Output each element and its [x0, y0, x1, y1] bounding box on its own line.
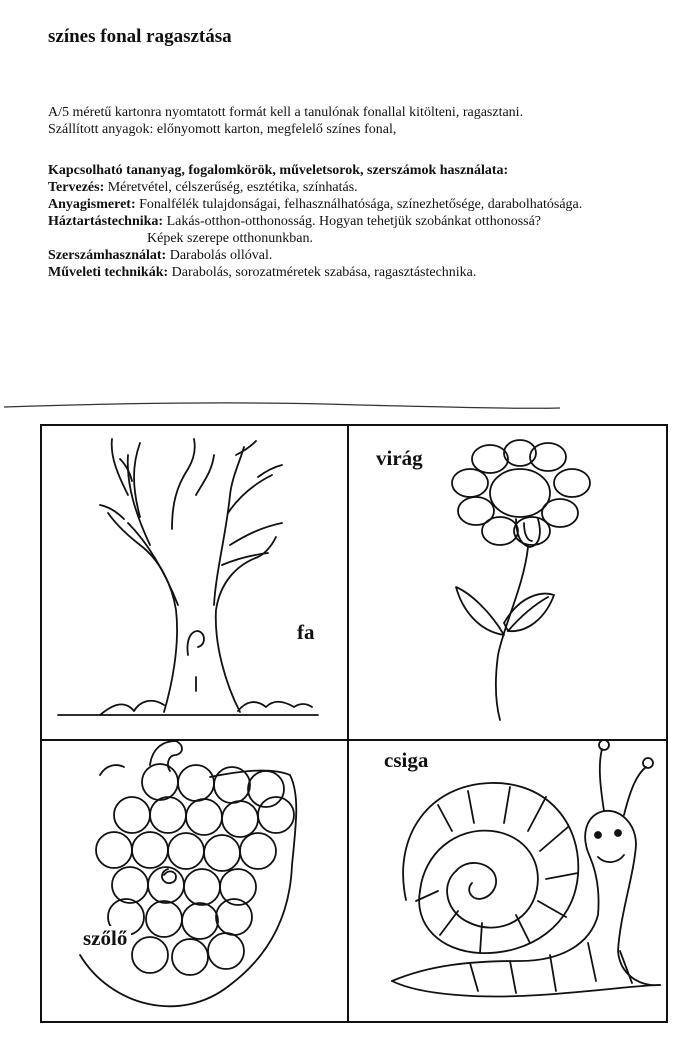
grapes-label: szőlő — [79, 926, 131, 951]
info-row-materials: Anyagismeret: Fonalfélék tulajdonságai, felhasználhatósága, színezhetősége, darabolhatósága. — [48, 197, 583, 212]
intro-text — [48, 104, 668, 138]
info-row-household-continued: Képek szerepe otthonunkban. — [147, 231, 313, 246]
tree-drawing — [58, 439, 318, 715]
flower-drawing — [452, 440, 590, 720]
grapes-drawing — [80, 741, 296, 1006]
curriculum-info — [48, 162, 678, 281]
info-heading: Kapcsolható tananyag, fogalomkörök, műveletsorok, szerszámok használata: — [48, 163, 509, 178]
intro-line-task: A/5 méretű kartonra nyomtatott formát kell a tanulónak fonallal kitölteni, ragasztani. — [48, 105, 524, 120]
snail-drawing — [392, 740, 660, 996]
flower-label: virág — [372, 446, 427, 471]
tree-label: fa — [293, 620, 319, 645]
info-row-tools: Szerszámhasználat: Darabolás ollóval. — [48, 248, 273, 263]
coloring-sheet — [0, 395, 688, 1056]
info-row-planning: Tervezés: Méretvétel, célszerűség, esztétika, színhatás. — [48, 180, 358, 195]
page-title: színes fonal ragasztása — [48, 26, 232, 47]
intro-line-materials: Szállított anyagok: előnyomott karton, megfelelő színes fonal, — [48, 122, 397, 137]
info-row-techniques: Műveleti technikák: Darabolás, sorozatméretek szabása, ragasztástechnika. — [48, 265, 477, 280]
snail-label: csiga — [380, 748, 432, 773]
info-row-household: Háztartástechnika: Lakás-otthon-otthonosság. Hogyan tehetjük szobánkat otthonossá? — [48, 214, 542, 229]
